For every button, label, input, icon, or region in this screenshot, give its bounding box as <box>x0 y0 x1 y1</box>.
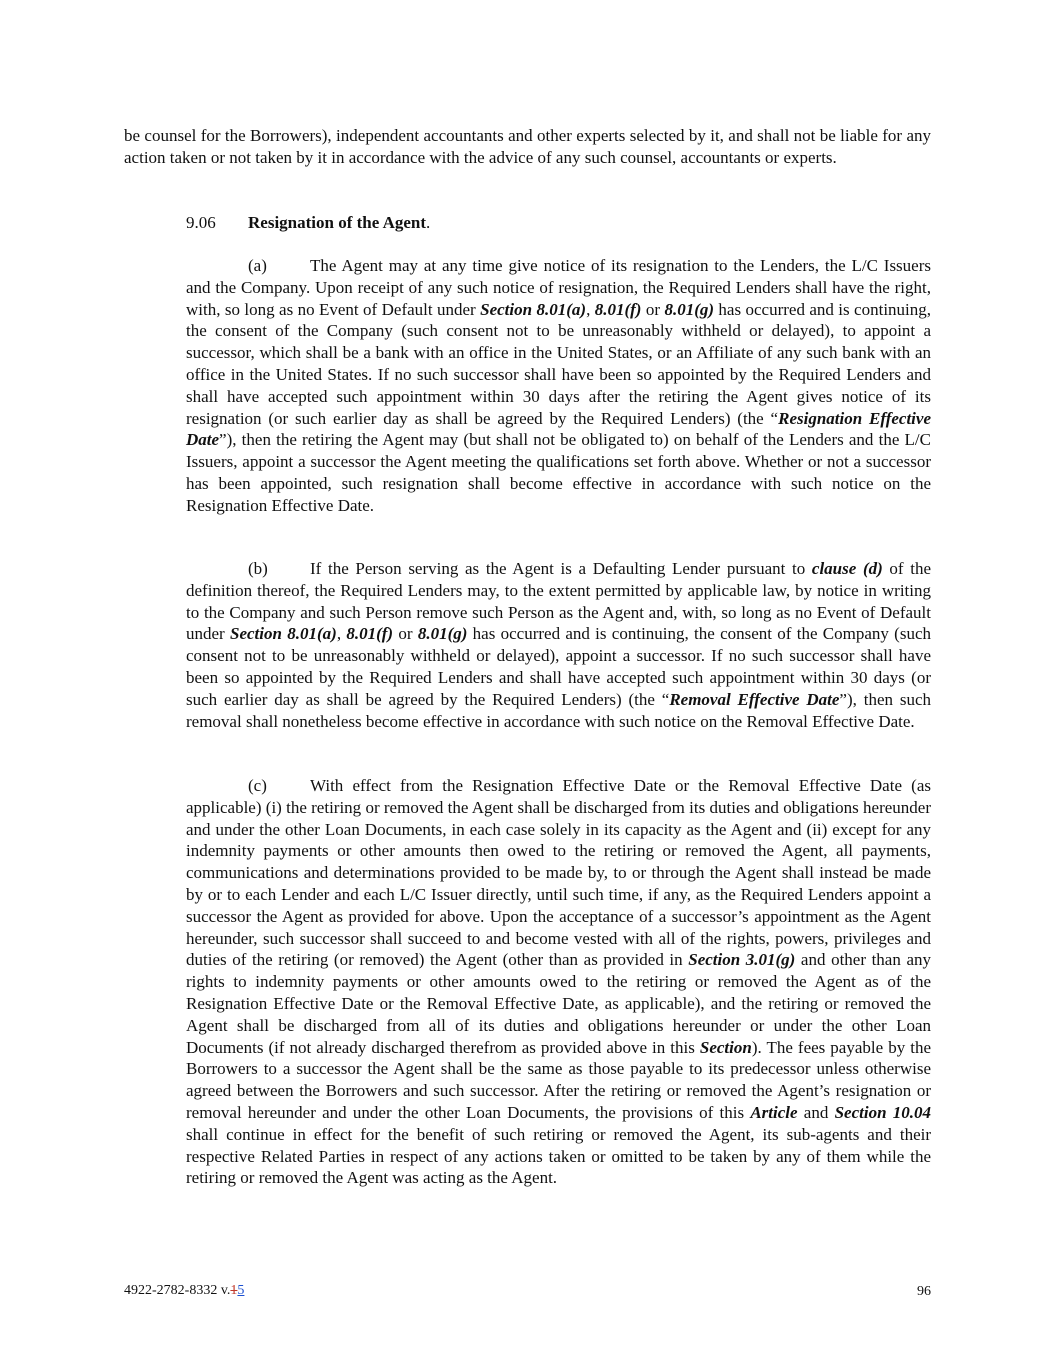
emphasized-reference: clause (d) <box>811 559 883 578</box>
emphasized-reference: Section 3.01(g) <box>688 950 796 970</box>
emphasized-reference: Section 8.01(a) <box>480 299 587 319</box>
page-number: 96 <box>917 1284 931 1299</box>
section-number: 9.06 <box>186 213 216 232</box>
body-text: ”), then the retiring the Agent may (but shall not be obligated to) on behalf of the Lenders and the L/C Issuers, appoint a successor the Agent meeting the qualifications set forth above. Whether or not a successor has been appointed, such resignation shall become effective in accordance with such notice on the Resignation Effective Date. <box>186 430 931 515</box>
emphasized-reference: Article <box>750 1102 798 1122</box>
body-text: , <box>586 299 595 319</box>
emphasized-reference: Section <box>699 1037 752 1057</box>
paragraph-b <box>186 558 931 732</box>
paragraph-a <box>186 255 931 517</box>
emphasized-reference: 8.01(f) <box>346 624 394 644</box>
version-inserted: 5 <box>237 1283 245 1298</box>
body-text: If the Person serving as the Agent is a Defaulting Lender pursuant to <box>310 559 812 578</box>
body-text: or <box>641 299 665 319</box>
footer-doc-id <box>124 1283 244 1299</box>
body-text: ). The fees payable by the Borrowers to a successor the Agent shall be the same as those payable to its predecessor unless otherwise agreed between the Borrowers and such successor. After the retiring or removed the Agent’s resignation or removal hereunder and under the other Loan Documents, the provisions of this <box>186 1037 931 1122</box>
paragraph-c-label: (c) <box>248 776 267 795</box>
emphasized-reference: 8.01(g) <box>417 624 468 644</box>
version-deleted: 1 <box>230 1283 238 1298</box>
emphasized-reference: Section 10.04 <box>834 1102 932 1122</box>
paragraph-c <box>186 775 931 1189</box>
body-text: shall continue in effect for the benefit of such retiring or removed the Agent, its sub-agents and their respective Related Parties in respect of any actions taken or omitted to be taken by any of them while the retiring or removed the Agent was acting as the Agent. <box>186 1124 931 1188</box>
section-title-period: . <box>426 213 431 232</box>
paragraph-b-body <box>186 559 931 731</box>
section-heading <box>186 212 931 234</box>
paragraph-b-label: (b) <box>248 559 268 578</box>
intro-paragraph: be counsel for the Borrowers), independent accountants and other experts selected by it, and shall not be liable for any action taken or not taken by it in accordance with the advice of any such counsel, accountants or experts. <box>124 126 931 167</box>
paragraph-a-label: (a) <box>248 256 267 275</box>
section-title: Resignation of the Agent <box>248 213 427 232</box>
emphasized-reference: Resignation Effective Date <box>186 408 931 450</box>
body-text: With effect from the Resignation Effective Date or the Removal Effective Date (as applicable) (i) the retiring or removed the Agent shall be discharged from its duties and obligations hereunder and under the other Loan Documents, in each case solely in its capacity as the Agent and (ii) except for any indemnity payments or other amounts then owed to the retiring or removed the Agent, all payments, communications and determinations provided to be made by, to or through the Agent shall instead be made by or to each Lender and each L/C Issuer directly, until such time, if any, as the Required Lenders appoint a successor the Agent as provided for above. Upon the acceptance of a successor’s appointment as the Agent hereunder, such successor shall succeed to and become vested with all of the rights, powers, privileges and duties of the retiring (or removed) the Agent (other than as provided in <box>186 776 931 970</box>
body-text: and <box>797 1102 835 1122</box>
body-text: , <box>336 624 347 644</box>
emphasized-reference: Section 8.01(a) <box>230 624 337 644</box>
paragraph-a-body <box>186 256 931 515</box>
emphasized-reference: Removal Effective Date <box>669 689 840 709</box>
body-text: The Agent may at any time give notice of its resignation to the Lenders, the L/C Issuers and the Company. Upon receipt of any such notice of resignation, the Required Lenders shall have the right, with, so long as no Event of Default under <box>186 256 931 319</box>
paragraph-c-body <box>186 776 931 1187</box>
body-text: ”), then such removal shall nonetheless become effective in accordance with such notice on the Removal Effective Date. <box>186 689 931 731</box>
body-text: has occurred and is continuing, the consent of the Company (such consent not to be unreasonably withheld or delayed), to appoint a successor, which shall be a bank with an office in the United States, or an Affiliate of any such bank with an office in the United States. If no such successor shall have been so appointed by the Required Lenders and shall have accepted such appointment within 30 days after the retiring the Agent gives notice of its resignation (or such earlier day as shall be agreed by the Required Lenders) (the “ <box>186 299 932 428</box>
body-text: and other than any rights to indemnity payments or other amounts owed to the retiring or removed the Agent as of the Resignation Effective Date or the Removal Effective Date, as applicable), and the retiring or removed the Agent shall be discharged from all of its duties and obligations hereunder or under the other Loan Documents (if not already discharged therefrom as provided above in this <box>186 950 931 1057</box>
emphasized-reference: 8.01(f) <box>594 299 642 319</box>
body-text: has occurred and is continuing, the consent of the Company (such consent not to be unreasonably withheld or delayed), appoint a successor. If no such successor shall have been so appointed by the Required Lenders and shall have accepted such appointment within 30 days (or such earlier day as shall be agreed by the Required Lenders) (the “ <box>186 624 931 709</box>
body-text: of the definition thereof, the Required Lenders may, to the extent permitted by applicable law, by notice in writing to the Company and such Person remove such Person as the Agent and, with, so long as no Event of Default under <box>186 559 931 644</box>
body-text: or <box>393 624 418 644</box>
doc-id-text: 4922-2782-8332 v. <box>124 1283 231 1298</box>
emphasized-reference: 8.01(g) <box>664 299 715 319</box>
